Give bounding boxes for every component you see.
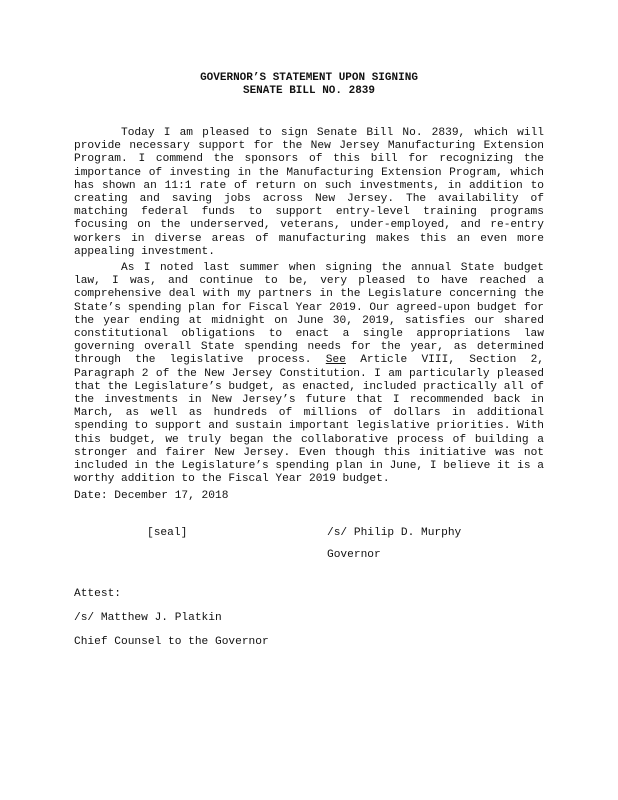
paragraph-2-part-a: As I noted last summer when signing the annual State budget law, I was, and continue to be, very pleased to have reached a comprehensive deal with my partners in the Legislature concerning the State’s spending plan for Fiscal Year 2019. Our agreed-upon budget for the year ending at midnight on June 30, 2019, satisfies our shared constitutional obligations to enact a single appropriations law governing overall State spending needs for the year, as determined through the legislative process.	[74, 262, 544, 367]
paragraph-2-part-b: Article VIII, Section 2, Paragraph 2 of the New Jersey Constitution. I am particularly pleased that the Legislature’s budget, as enacted, included practically all of the investments in New Jersey’s future that I recommended back in March, as well as hundreds of millions of dollars in additional spending to support and sustain important legislative priorities. With this budget, we truly began the collaborative process of building a stronger and fairer New Jersey. Even though this initiative was not included in the Legislature’s spending plan in June, I believe it is a worthy addition to the Fiscal Year 2019 budget.	[74, 354, 544, 486]
title-line-2: SENATE BILL NO. 2839	[242, 85, 376, 97]
document-title	[0, 72, 618, 98]
paragraph-1: Today I am pleased to sign Senate Bill No. 2839, which will provide necessary support for the New Jersey Manufacturing Extension Program. I commend the sponsors of this bill for recognizing the importance of investing in the Manufacturing Extension Program, which has shown an 11:1 rate of return on such investments, in addition to creating and saving jobs across New Jersey. The availability of matching federal funds to support entry-level training programs focusing on the underserved, veterans, under-employed, and re-entry workers in diverse areas of manufacturing makes this an even more appealing investment.	[74, 127, 544, 258]
governor-signature: /s/ Philip D. Murphy	[327, 527, 462, 539]
paragraph-2	[74, 262, 544, 486]
attest-signature: /s/ Matthew J. Platkin	[74, 612, 222, 624]
title-line-1: GOVERNOR’S STATEMENT UPON SIGNING	[200, 72, 418, 84]
see-citation: See	[325, 354, 346, 367]
seal-placeholder: [seal]	[147, 527, 188, 539]
attest-title: Chief Counsel to the Governor	[74, 636, 269, 648]
signing-date: Date: December 17, 2018	[74, 490, 229, 502]
attest-label: Attest:	[74, 588, 121, 600]
governor-title: Governor	[327, 549, 381, 561]
